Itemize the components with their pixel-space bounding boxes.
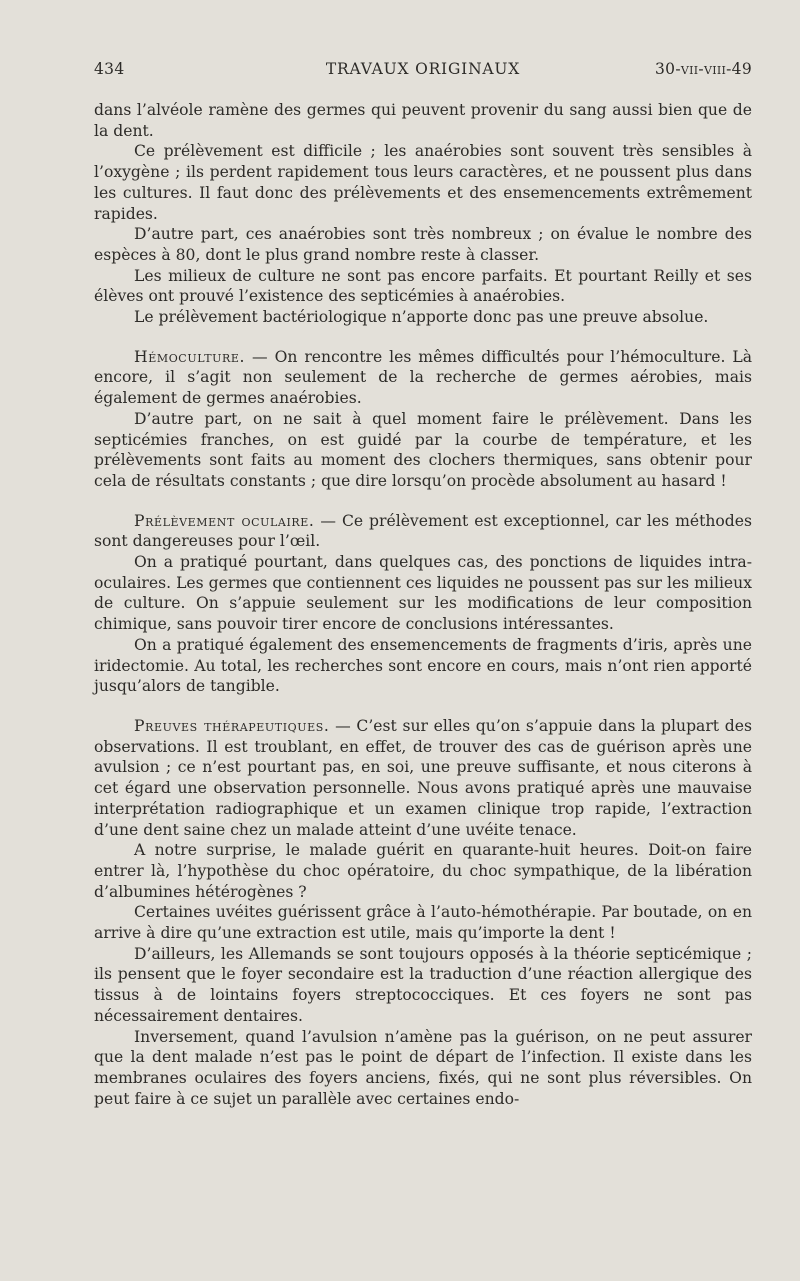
- paragraph: D’autre part, on ne sait à quel moment faire le prélèvement. Dans les septicémies franches, on est guidé par la courbe de température, et les prélèvements sont faits au moment des clochers thermiques, sans obtenir pour cela de résultats constants ; que dire lorsqu’on procède absolument au hasard !: [94, 409, 752, 490]
- paragraph: D’autre part, ces anaérobies sont très nombreux ; on évalue le nombre des espèces à 80, dont le plus grand nombre reste à classer.: [94, 225, 752, 264]
- paragraph: On a pratiqué également des ensemencements de fragments d’iris, après une iridectomie. Au total, les recherches sont encore en cours, mais n’ont rien apporté jusqu’alors de tangible.: [94, 635, 752, 696]
- running-title: TRAVAUX ORIGINAUX: [325, 60, 521, 78]
- paragraph-preuves-therapeutiques: Preuves thérapeutiques. — C’est sur elles qu’on s’appuie dans la plupart des observations. Il est troublant, en effet, de trouver des cas de guérison après une avulsion ; ce n’est pourtant pas, en soi, une preuve suffisante, et nous citerons à cet égard une observation personnelle. Nous avons pratiqué après une mauvaise interprétation radiographique et un examen clinique trop rapide, l’extraction d’une dent saine chez un malade atteint d’une uvéite tenace.: [94, 716, 752, 839]
- paragraph: A notre surprise, le malade guérit en quarante-huit heures. Doit-on faire entrer là, l’hypothèse du choc opératoire, du choc sympathique, de la libération d’albumines hétérogènes ?: [94, 841, 752, 901]
- paragraph: Certaines uvéites guérissent grâce à l’auto-hémothérapie. Par boutade, on en arrive à dire qu’une extraction est utile, mais qu’importe la dent !: [94, 903, 752, 943]
- paragraph: D’ailleurs, les Allemands se sont toujours opposés à la théorie septicémique ; ils pensent que le foyer secondaire est la traduction d’une réaction allergique des tissus à de lointains foyers streptococciques. Et ces foyers ne sont pas nécessairement dentaires.: [94, 944, 752, 1025]
- page-header: [94, 60, 752, 82]
- section-heading: Preuves thérapeutiques.: [134, 716, 330, 735]
- paragraph: Inversement, quand l’avulsion n’amène pas la guérison, on ne peut assurer que la dent malade n’est pas le point de départ de l’infection. Il existe dans les membranes oculaires des foyers anciens, fixés, qui ne sont plus réversibles. On peut faire à ce sujet un parallèle avec certaines endo-: [94, 1027, 752, 1108]
- paragraph: Ce prélèvement est difficile ; les anaérobies sont souvent très sensibles à l’oxygène ; ils perdent rapidement tous leurs caractères, et ne poussent plus dans les cultures. Il faut donc des prélèvements et des ensemencements extrêmement rapides.: [94, 142, 752, 223]
- issue-date: 30-vii-viii-49: [655, 60, 752, 78]
- section-heading: Hémoculture.: [134, 347, 246, 366]
- paragraph: Les milieux de culture ne sont pas encore parfaits. Et pourtant Reilly et ses élèves ont prouvé l’existence des septicémies à anaérobies.: [94, 266, 752, 306]
- paragraph: Le prélèvement bactériologique n’apporte donc pas une preuve absolue.: [134, 308, 709, 327]
- paragraph-hemoculture: Hémoculture. — On rencontre les mêmes difficultés pour l’hémoculture. Là encore, il s’agit non seulement de la recherche de germes aérobies, mais également de germes anaérobies.: [94, 347, 752, 408]
- page-number: 434: [94, 60, 125, 78]
- paragraph-prelevement-oculaire: Prélèvement oculaire. — Ce prélèvement est exceptionnel, car les méthodes sont dangereuses pour l’œil.: [94, 511, 752, 551]
- paragraph: On a pratiqué pourtant, dans quelques cas, des ponctions de liquides intra-oculaires. Les germes que contiennent ces liquides ne poussent pas sur les milieux de culture. On s’appuie seulement sur les modifications de leur composition chimique, sans pouvoir tirer encore de conclusions intéressantes.: [94, 553, 752, 634]
- section-heading: Prélèvement oculaire.: [134, 511, 315, 530]
- paragraph: dans l’alvéole ramène des germes qui peuvent provenir du sang aussi bien que de la dent.: [94, 101, 752, 140]
- body-text: [94, 100, 752, 1109]
